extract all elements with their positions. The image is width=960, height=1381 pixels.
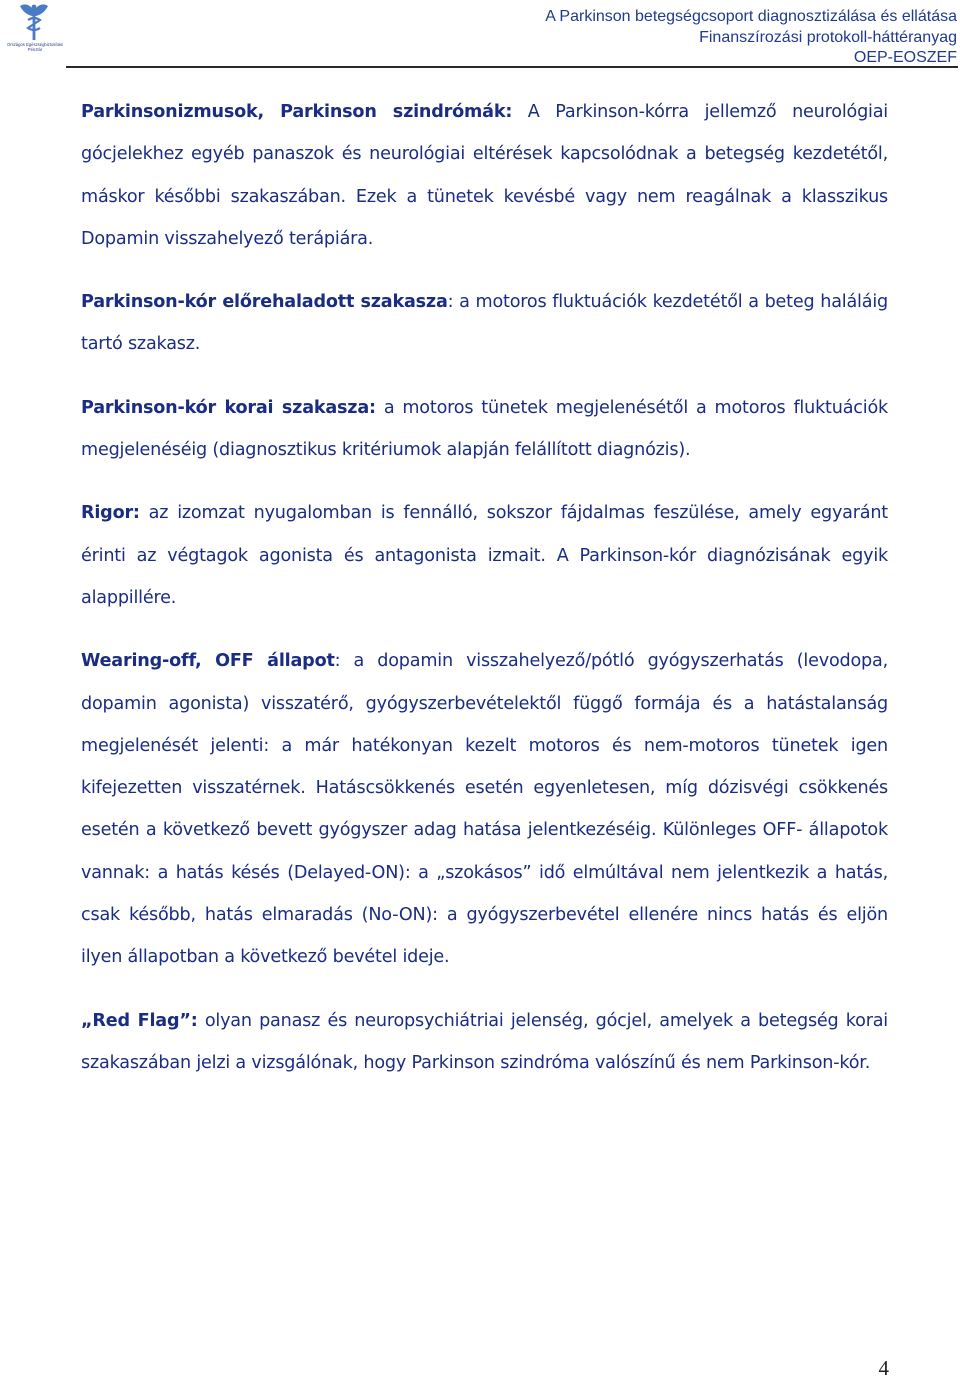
header-organization: OEP-EOSZEF [853,49,957,66]
definition-red-flag [81,1000,888,1085]
definition-term: Rigor: [81,503,140,524]
definition-term: Parkinson-kór korai szakasza: [81,397,376,418]
definition-term: Parkinson-kór előrehaladott szakasza [81,292,448,313]
definition-rigor [81,492,888,619]
logo-text: Országos Egészségbiztosítási Pénztár [6,42,64,52]
header-subtitle: Finanszírozási protokoll-háttéranyag [699,28,957,46]
page-number: 4 [878,1356,889,1380]
definition-text: A Parkinson-kórra jellemző neurológiai gócjelekhez egyéb panaszok és neurológiai eltérések kapcsolódnak a betegség kezdetétől, máskor későbbi szakaszában. Ezek a tünetek kevésbé vagy nem reagálnak a klasszikus Dopamin visszahelyező terápiára. [81,102,888,249]
definition-text: a motoros tünetek megjelenésétől a motoros fluktuációk megjelenéséig (diagnosztikus kritériumok alapján felállított diagnózis). [81,397,889,461]
definition-term: Wearing-off, OFF állapot [81,651,335,672]
caduceus-emblem-icon [16,2,52,42]
definition-text: olyan panasz és neuropsychiátriai jelenség, gócjel, amelyek a betegség korai szakaszában jelzi a vizsgálónak, hogy Parkinson szindróma valószínű és nem Parkinson-kór. [81,1010,888,1073]
definition-text: az izomzat nyugalomban is fennálló, sokszor fájdalmas feszülése, amely egyaránt érinti az végtagok agonista és antagonista izmait. A Parkinson-kór diagnózisának egyik alappillére. [81,503,888,608]
definition-text: : a dopamin visszahelyező/pótló gyógyszerhatás (levodopa, dopamin agonista) visszatérő, gyógyszerbevételektől függő formája és a hatástalanság megjelenését jelenti: a már hatékonyan kezelt motoros és nem-motoros tünetek igen kifejezetten visszatérnek. Hatáscsökkenés esetén egyenletesen, míg dózisvégi csökkenés esetén a következő bevett gyógyszer adag hatása jelentkezéséig. Különleges OFF- állapotok vannak: a hatás késés (Delayed-ON): a „szokásos” idő elmúltával nem jelentkezik a hatás, csak később, hatás elmaradás (No-ON): a gyógyszerbevétel ellenére nincs hatás és eljön ilyen állapotban a következő bevétel ideje. [81,651,888,968]
document-header [545,7,957,69]
oep-logo [4,2,64,54]
definition-wearing-off [81,640,888,978]
document-body [81,91,888,1105]
definition-early-stage [81,387,888,472]
definition-parkinsonism [81,91,888,260]
definition-text: : a motoros fluktuációk kezdetétől a beteg haláláig tartó szakasz. [81,292,888,355]
definition-advanced-stage [81,281,888,366]
definition-term: „Red Flag”: [81,1010,198,1031]
header-title: A Parkinson betegségcsoport diagnosztizálása és ellátása [545,8,957,25]
header-rule [66,66,958,68]
definition-term: Parkinsonizmusok, Parkinson szindrómák: [81,102,513,122]
